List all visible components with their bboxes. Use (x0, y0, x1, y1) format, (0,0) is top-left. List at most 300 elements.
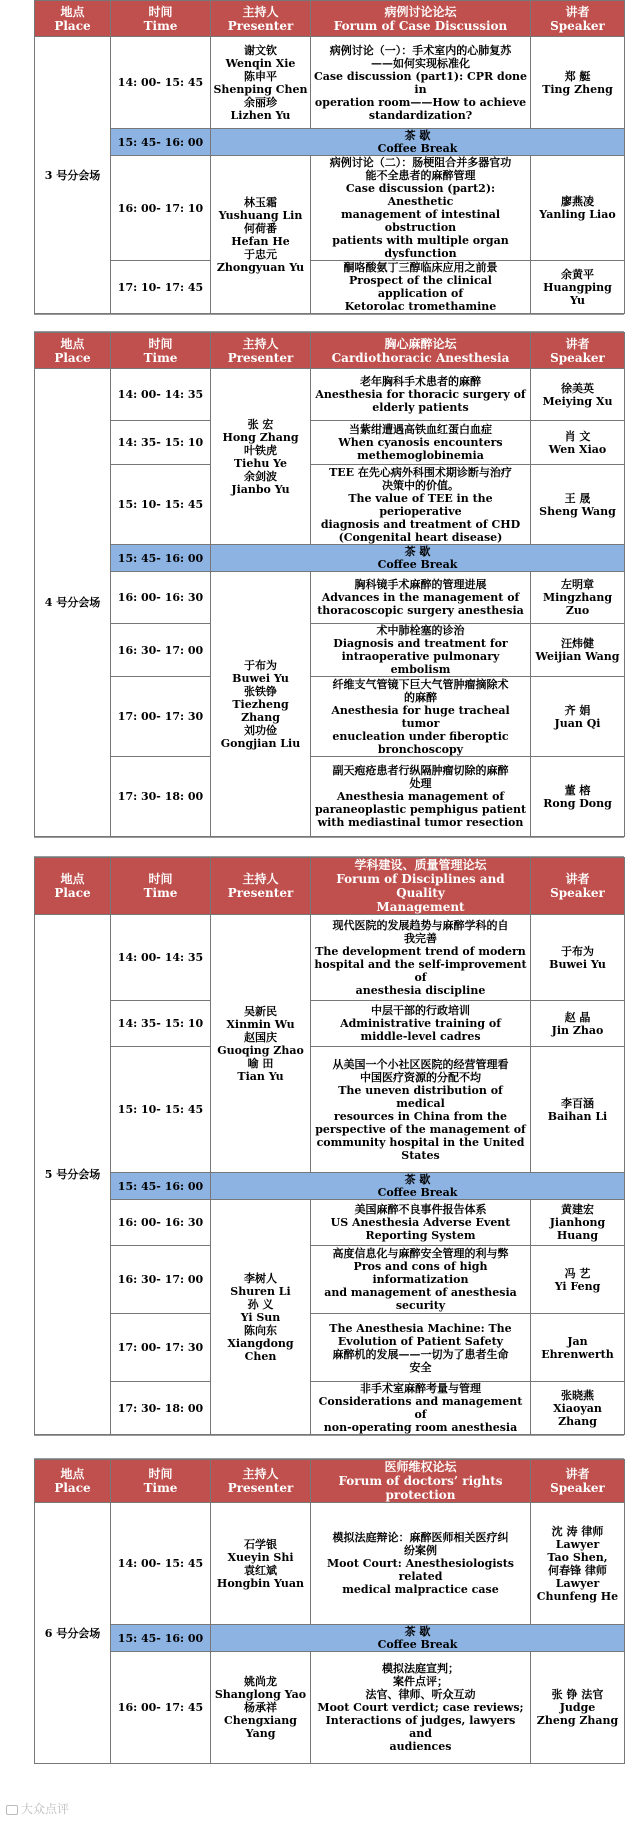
time-label: 16: 00- 17: 10 (117, 201, 204, 215)
text-line: Weijian Wang (535, 650, 620, 663)
time-label: 15: 45- 16: 00 (117, 1179, 204, 1193)
speaker-cell (531, 37, 625, 129)
text-line: 于布为 (244, 658, 277, 672)
coffee-break-row (35, 1625, 625, 1652)
speaker-cell (531, 1001, 625, 1047)
text-line: 余黄平 (561, 267, 594, 281)
text-line: 主持人 (242, 1467, 279, 1481)
header-time (111, 858, 211, 915)
text-line: 余剑波 (244, 469, 277, 483)
text-line: 我完善 (404, 931, 437, 945)
speaker-cell (531, 1314, 625, 1382)
text-line: Place (54, 1481, 91, 1495)
text-line: Time (143, 350, 178, 365)
header-forum (311, 1460, 531, 1503)
text-line: 讲者 (565, 872, 590, 886)
table-row (35, 421, 625, 465)
table-row (35, 1200, 625, 1246)
text-line: US Anesthesia Adverse Event (330, 1216, 511, 1229)
table-row (35, 37, 625, 129)
text-line: 叶铁虎 (244, 443, 277, 457)
speaker-cell (531, 1382, 625, 1435)
header-forum (311, 858, 531, 915)
text-line: Judge (559, 1701, 596, 1714)
text-line: Coffee Break (377, 558, 458, 571)
text-line: 齐 娟 (564, 703, 591, 717)
text-line: intraoperative pulmonary embolism (341, 650, 500, 676)
topic-cell (311, 1001, 531, 1047)
time-label: 14: 35- 15: 10 (117, 436, 204, 449)
text-line: Shanglong Yao (214, 1688, 307, 1701)
text-line: 张 铮 法官 (551, 1688, 604, 1701)
text-line: 张晓燕 (561, 1388, 594, 1402)
speaker-cell (531, 677, 625, 757)
text-line: Time (143, 886, 178, 900)
text-line: 廖燕凌 (561, 195, 594, 208)
time-cell (111, 1173, 211, 1200)
text-line: security (395, 1299, 446, 1312)
text-line: Zhang (558, 1414, 597, 1428)
speaker-cell (531, 156, 625, 261)
text-line: 从美国一个小社区医院的经营管理看 (332, 1057, 509, 1071)
text-line: (Congenital heart disease) (338, 530, 503, 544)
place-cell (35, 1503, 111, 1764)
text-line: 病例讨论（一）：手术室内的心肺复苏 (329, 43, 512, 57)
text-line: Yanling Liao (539, 208, 616, 221)
text-line: 麻醉机的发展——一切为了患者生命 (332, 1347, 509, 1361)
text-line: 现代医院的发展趋势与麻醉学科的自 (332, 918, 509, 932)
text-line: Anesthesia for thoracic surgery of (315, 388, 526, 401)
text-line: Moot Court verdict; case reviews; (317, 1701, 524, 1714)
text-line: 美国麻醉不良事件报告体系 (354, 1203, 487, 1216)
text-line: 冯 艺 (564, 1266, 591, 1280)
time-label: 14: 00- 14: 35 (117, 951, 204, 964)
topic-cell (311, 369, 531, 421)
text-line: Lawyer (555, 1537, 600, 1551)
text-line: Forum of Disciplines and Quality (336, 872, 505, 900)
time-label: 17: 10- 17: 45 (117, 280, 204, 294)
time-label: 17: 30- 18: 00 (117, 790, 204, 803)
text-line: Tiezheng (232, 697, 289, 711)
time-cell (111, 1314, 211, 1382)
time-cell (111, 1503, 211, 1625)
text-line: Hong Zhang (222, 430, 299, 444)
text-line: Speaker (550, 1481, 605, 1495)
text-line: 胸科镜手术麻醉的管理进展 (354, 578, 487, 591)
topic-cell (311, 677, 531, 757)
presenter-cell (211, 369, 311, 545)
text-line: Time (143, 1481, 178, 1495)
text-line: Presenter (227, 1481, 294, 1495)
text-line: 安全 (409, 1360, 432, 1374)
text-line: Presenter (227, 886, 294, 900)
place-label: 6 号分会场 (44, 1626, 101, 1640)
text-line: middle-level cadres (360, 1030, 481, 1043)
session-table (34, 332, 625, 837)
text-line: Presenter (227, 18, 294, 33)
topic-cell (311, 156, 531, 261)
time-cell (111, 156, 211, 261)
text-line: Jianhong (549, 1216, 606, 1229)
text-line: Ehrenwerth (541, 1347, 614, 1361)
text-line: Mingzhang (542, 591, 613, 604)
topic-cell (311, 1503, 531, 1625)
text-line: Anesthesia management of (336, 790, 505, 803)
coffee-break-row (35, 129, 625, 156)
text-line: dysfunction (384, 247, 457, 260)
text-line: Forum of Case Discussion (333, 18, 508, 33)
time-cell (111, 129, 211, 156)
presenter-cell (211, 1503, 311, 1625)
text-line: 模拟法庭辩论：麻醉医师相关医疗纠 (332, 1531, 509, 1544)
text-line: Rong Dong (543, 796, 612, 810)
header-row (35, 333, 625, 369)
header-forum (311, 1, 531, 37)
text-line: methemoglobinemia (357, 449, 484, 462)
text-line: community hospital in the United (316, 1135, 525, 1149)
text-line: 术中肺栓塞的诊治 (376, 624, 465, 637)
topic-cell (311, 1047, 531, 1173)
speaker-cell (531, 1652, 625, 1764)
header-place (35, 858, 111, 915)
text-line: 主持人 (242, 4, 279, 19)
presenter-cell (211, 915, 311, 1173)
text-line: with mediastinal tumor resection (317, 816, 524, 829)
place-cell (35, 369, 111, 837)
text-line: Prospect of the clinical application of (349, 274, 492, 300)
text-line: Reporting System (365, 1229, 476, 1242)
text-line: Yu (570, 293, 585, 307)
text-line: Place (54, 18, 91, 33)
text-line: Hefan He (231, 234, 290, 248)
text-line: 时间 (148, 872, 173, 886)
text-line: Tao Shen, (547, 1550, 608, 1564)
topic-cell (311, 1314, 531, 1382)
text-line: non-operating room anesthesia (323, 1421, 518, 1434)
text-line: audiences (389, 1740, 452, 1753)
text-line: 病例讨论（二）：肠梗阻合并多器官功 (329, 156, 512, 169)
text-line: 徐美英 (561, 381, 594, 395)
time-label: 16: 00- 17: 45 (117, 1701, 204, 1714)
text-line: 时间 (148, 4, 173, 19)
text-line: TEE 在先心病外科围术期诊断与治疗 (329, 465, 512, 479)
presenter-cell (211, 37, 311, 129)
text-line: Meiying Xu (542, 394, 613, 408)
text-line: 中层干部的行政培训 (371, 1004, 470, 1017)
text-line: Shuren Li (230, 1284, 291, 1298)
text-line: 杨承祥 (244, 1701, 277, 1714)
time-label: 17: 30- 18: 00 (117, 1401, 204, 1415)
time-cell (111, 1625, 211, 1652)
header-presenter (211, 1, 311, 37)
place-cell (35, 37, 111, 314)
text-line: 学科建设、质量管理论坛 (354, 858, 487, 872)
text-line: 处理 (409, 777, 432, 790)
text-line: Juan Qi (554, 716, 601, 730)
header-place (35, 333, 111, 369)
text-line: 左明章 (561, 578, 594, 591)
text-line: Ketorolac tromethamine (344, 300, 497, 313)
text-line: Zhongyuan Yu (216, 260, 305, 274)
text-line: diagnosis and treatment of CHD (320, 517, 521, 531)
time-cell (111, 465, 211, 545)
text-line: 副天疱疮患者行纵隔肿瘤切除的麻醉 (332, 764, 509, 777)
text-line: Guoqing Zhao (217, 1043, 304, 1057)
text-line: 茶 歇 (404, 1625, 431, 1638)
text-line: The value of TEE in the perioperative (348, 491, 493, 518)
section-spacer (34, 837, 624, 857)
table-row (35, 156, 625, 261)
time-label: 14: 35- 15: 10 (117, 1017, 204, 1030)
text-line: Advances in the management of (321, 591, 520, 604)
table-row (35, 465, 625, 545)
text-line: 刘功俭 (244, 723, 277, 737)
time-label: 16: 30- 17: 00 (117, 643, 204, 657)
place-label: 5 号分会场 (44, 1168, 101, 1181)
text-line: Jan (567, 1334, 588, 1348)
text-line: Place (54, 350, 91, 365)
text-line: 黄建宏 (561, 1203, 594, 1216)
session-table (34, 0, 625, 314)
text-line: Coffee Break (377, 1186, 458, 1199)
text-line: thoracoscopic surgery anesthesia (317, 604, 524, 617)
text-line: operation room——How to achieve (314, 95, 527, 109)
topic-cell (311, 1652, 531, 1764)
time-cell (111, 421, 211, 465)
text-line: States (401, 1148, 440, 1162)
header-row (35, 1460, 625, 1503)
text-line: 袁红斌 (244, 1563, 277, 1577)
text-line: Case discussion (part1): CPR done in (313, 69, 528, 96)
time-label: 17: 00- 17: 30 (117, 1341, 204, 1354)
text-line: 模拟法庭宣判； (382, 1662, 459, 1675)
text-line: 地点 (60, 872, 85, 886)
text-line: 法官、律师、听众互动 (365, 1688, 476, 1701)
text-line: Lizhen Yu (230, 108, 291, 122)
header-speaker (531, 1, 625, 37)
time-cell (111, 1001, 211, 1047)
speaker-cell (531, 1200, 625, 1246)
text-line: anesthesia discipline (355, 983, 486, 997)
text-line: 讲者 (565, 4, 590, 19)
time-cell (111, 1652, 211, 1764)
text-line: Administrative training of (340, 1017, 501, 1030)
text-line: Ting Zheng (542, 82, 613, 96)
time-cell (111, 1382, 211, 1435)
time-label: 16: 00- 16: 30 (117, 591, 204, 604)
text-line: 李百涵 (561, 1096, 594, 1110)
coffee-break-cell (211, 545, 625, 572)
time-cell (111, 261, 211, 314)
text-line: Jianbo Yu (231, 482, 290, 496)
header-speaker (531, 333, 625, 369)
text-line: Jin Zhao (551, 1023, 604, 1037)
text-line: Lawyer (555, 1576, 600, 1590)
time-label: 17: 00- 17: 30 (117, 710, 204, 723)
text-line: Time (143, 18, 178, 33)
topic-cell (311, 1382, 531, 1435)
table-row (35, 1047, 625, 1173)
place-cell (35, 915, 111, 1435)
coffee-break-cell (211, 1625, 625, 1652)
header-time (111, 1, 211, 37)
text-line: Zheng Zhang (536, 1714, 619, 1727)
table-row (35, 369, 625, 421)
text-line: Diagnosis and treatment for (333, 637, 508, 650)
text-line: Zhang (241, 710, 280, 724)
text-line: Presenter (227, 350, 294, 365)
text-line: Chen (244, 1349, 277, 1363)
time-label: 16: 30- 17: 00 (117, 1273, 204, 1286)
text-line: 李树人 (244, 1271, 277, 1285)
topic-cell (311, 465, 531, 545)
speaker-cell (531, 369, 625, 421)
time-cell (111, 369, 211, 421)
text-line: elderly patients (372, 401, 469, 414)
text-line: Considerations and management of (318, 1395, 523, 1421)
text-line: 陈向东 (244, 1323, 277, 1337)
text-line: paraneoplastic pemphigus patient (314, 803, 527, 816)
text-line: 医师维权论坛 (384, 1460, 457, 1474)
watermark: 大众点评 (6, 1800, 69, 1817)
coffee-break-row (35, 1173, 625, 1200)
text-line: 酮咯酸氨丁三醇临床应用之前景 (343, 261, 498, 274)
text-line: 张铁铮 (244, 684, 277, 698)
table-row (35, 624, 625, 677)
header-place (35, 1460, 111, 1503)
text-line: 于布为 (561, 944, 594, 958)
text-line: 讲者 (565, 336, 590, 351)
text-line: Tian Yu (237, 1069, 284, 1083)
text-line: 主持人 (242, 872, 279, 886)
time-cell (111, 1246, 211, 1314)
text-line: Cardiothoracic Anesthesia (331, 350, 510, 365)
speaker-cell (531, 915, 625, 1001)
text-line: 讲者 (565, 1467, 590, 1481)
text-line: Yushuang Lin (218, 208, 303, 222)
time-cell (111, 757, 211, 837)
text-line: 主持人 (242, 336, 279, 351)
time-label: 15: 10- 15: 45 (117, 498, 204, 511)
text-line: 汪炜健 (561, 637, 594, 650)
text-line: management of intestinal obstruction (340, 208, 501, 234)
text-line: perspective of the management of (315, 1122, 526, 1136)
text-line: 肖 文 (564, 429, 591, 443)
text-line: Xueyin Shi (227, 1550, 294, 1564)
text-line: 当紫绀遭遇高铁血红蛋白血症 (349, 423, 492, 436)
text-line: 病例讨论论坛 (384, 4, 457, 19)
text-line: 孙 义 (247, 1297, 274, 1311)
time-cell (111, 545, 211, 572)
text-line: 胸心麻醉论坛 (384, 336, 457, 351)
text-line: Management (376, 900, 465, 914)
text-line: patients with multiple organ (332, 234, 509, 247)
text-line: 地点 (60, 336, 85, 351)
topic-cell (311, 757, 531, 837)
text-line: Coffee Break (377, 142, 458, 155)
header-time (111, 1460, 211, 1503)
text-line: 地点 (60, 4, 85, 19)
section-spacer (34, 1435, 624, 1459)
text-line: Case discussion (part2): Anesthetic (345, 182, 496, 208)
presenter-cell (211, 1200, 311, 1435)
table-row (35, 1314, 625, 1382)
text-line: 赵国庆 (244, 1030, 277, 1044)
speaker-cell (531, 261, 625, 314)
text-line: 纤维支气管镜下巨大气管肿瘤摘除术 (332, 677, 509, 691)
time-cell (111, 915, 211, 1001)
speaker-cell (531, 1246, 625, 1314)
text-line: 中国医疗资源的分配不均 (360, 1070, 481, 1084)
text-line: 老年胸科手术患者的麻醉 (360, 375, 481, 388)
table-row (35, 1503, 625, 1625)
text-line: Evolution of Patient Safety (337, 1334, 504, 1348)
speaker-cell (531, 421, 625, 465)
time-label: 15: 45- 16: 00 (117, 551, 204, 565)
place-label: 3 号分会场 (44, 168, 101, 182)
text-line: The development trend of modern (315, 944, 526, 958)
text-line: 郑 艇 (564, 69, 591, 83)
text-line: Yang (245, 1727, 276, 1740)
text-line: 于忠元 (244, 247, 277, 261)
text-line: 陈申平 (244, 69, 277, 83)
text-line: Speaker (550, 350, 605, 365)
text-line: 喻 田 (247, 1056, 274, 1070)
table-row (35, 261, 625, 314)
text-line: Zuo (565, 604, 590, 617)
topic-cell (311, 1200, 531, 1246)
text-line: Chengxiang (224, 1714, 297, 1727)
text-line: 姚尚龙 (244, 1675, 277, 1688)
header-speaker (531, 1460, 625, 1503)
text-line: resources in China from the (333, 1109, 508, 1123)
presenter-cell (211, 156, 311, 314)
text-line: 纷案例 (404, 1544, 437, 1557)
time-cell (111, 1200, 211, 1246)
time-label: 15: 10- 15: 45 (117, 1103, 204, 1116)
time-label: 14: 00- 15: 45 (117, 1557, 204, 1570)
text-line: 时间 (148, 336, 173, 351)
text-line: Buwei Yu (549, 957, 606, 971)
session-table (34, 857, 625, 1435)
header-forum (311, 333, 531, 369)
speaker-cell (531, 757, 625, 837)
text-line: enucleation under fiberoptic (332, 729, 509, 743)
text-line: and management of anesthesia (324, 1286, 517, 1299)
table-row (35, 757, 625, 837)
section-spacer (34, 314, 624, 332)
time-label: 14: 00- 14: 35 (117, 388, 204, 401)
time-label: 14: 00- 15: 45 (117, 76, 204, 89)
coffee-break-row (35, 545, 625, 572)
text-line: 案件点评； (393, 1675, 448, 1688)
time-cell (111, 572, 211, 624)
text-line: Hongbin Yuan (216, 1576, 305, 1590)
speaker-cell (531, 572, 625, 624)
table-row (35, 1001, 625, 1047)
text-line: 能不全患者的麻醉管理 (365, 169, 476, 182)
text-line: Yi Sun (240, 1310, 281, 1324)
text-line: 非手术室麻醉考量与管理 (360, 1382, 481, 1395)
text-line: Baihan Li (547, 1109, 608, 1123)
time-label: 15: 45- 16: 00 (117, 1631, 204, 1645)
table-row (35, 677, 625, 757)
text-line: Buwei Yu (232, 671, 289, 685)
time-cell (111, 677, 211, 757)
text-line: 林玉霜 (244, 195, 277, 209)
text-line: 茶 歇 (404, 129, 431, 142)
speaker-cell (531, 624, 625, 677)
